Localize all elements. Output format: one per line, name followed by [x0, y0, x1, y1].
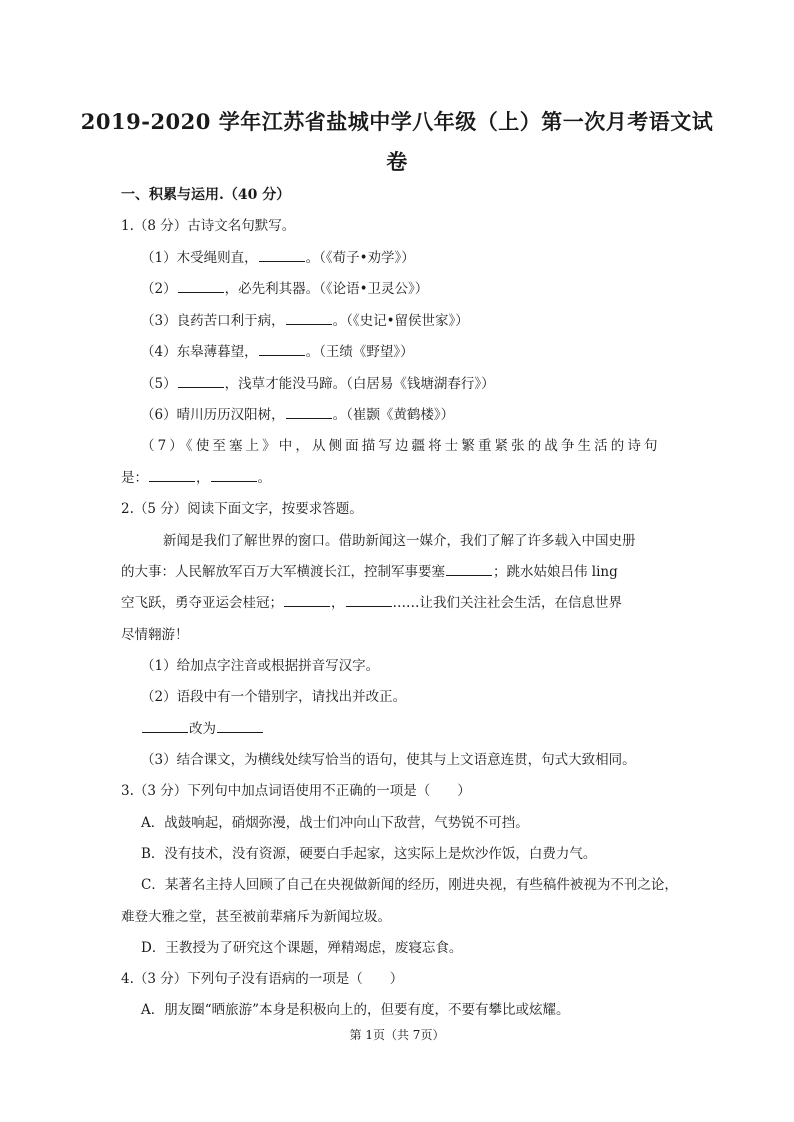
exam-title-line2: 卷 — [386, 149, 408, 174]
q1-item-3 — [141, 312, 469, 330]
answer-blank[interactable] — [142, 720, 188, 733]
q1-item-7-pre: 是： — [121, 470, 148, 486]
answer-blank[interactable] — [284, 594, 330, 607]
q1-item-4-post: 。（王绩《野望》） — [305, 344, 414, 360]
q1-stem: 1.（8 分）古诗文名句默写。 — [121, 218, 296, 234]
q2-passage-line2-pre: 的大事：人民解放军百万大军横渡长江，控制军事要塞 — [121, 564, 445, 580]
q2-passage-line1: 新闻是我们了解世界的窗口。借助新闻这一媒介，我们了解了许多载入中国史册 — [163, 533, 636, 549]
q1-item-7-line1: （7）《使至塞上》中，从侧面描写边疆将士繁重紧张的战争生活的诗句 — [141, 438, 661, 454]
q1-item-4 — [141, 343, 414, 361]
answer-blank[interactable] — [217, 720, 263, 733]
q3-option-a: A．战鼓响起，硝烟弥漫，战士们冲向山下敌营，气势锐不可挡。 — [141, 815, 529, 831]
answer-blank[interactable] — [286, 312, 332, 325]
q1-item-5 — [141, 375, 495, 393]
q1-item-6-post: 。（崔颢《黄鹤楼》） — [332, 407, 455, 423]
q1-item-7-line2 — [121, 469, 271, 487]
q1-item-2-post: ，必先利其器。（《论语•卫灵公》） — [224, 281, 429, 297]
q4-option-a: A．朋友圈“晒旅游”本身是积极向上的，但要有度，不要有攀比或炫耀。 — [141, 1002, 570, 1018]
q2-sub1: （1）给加点字注音或根据拼音写汉字。 — [141, 658, 380, 674]
answer-blank[interactable] — [346, 594, 392, 607]
q1-item-3-pre: （3）良药苦口利于病， — [141, 313, 285, 329]
q1-item-2-pre: （2） — [141, 281, 177, 297]
q2-passage-line3 — [121, 594, 622, 612]
q3-option-d: D．王教授为了研究这个课题，殚精竭虑，废寝忘食。 — [141, 940, 463, 956]
q2-sub3: （3）结合课文，为横线处续写恰当的语句，使其与上文语意连贯，句式大致相同。 — [141, 752, 636, 768]
q2-passage-line4: 尽情翱游！ — [121, 627, 189, 643]
q3-option-c-line2: 难登大雅之堂，甚至被前辈痛斥为新闻垃圾。 — [121, 909, 391, 925]
answer-blank[interactable] — [211, 469, 257, 482]
section-heading: 一、积累与运用.（40 分） — [121, 187, 291, 203]
answer-blank[interactable] — [259, 249, 305, 262]
q2-sub2: （2）语段中有一个错别字，请找出并改正。 — [141, 689, 407, 705]
q3-stem: 3.（3 分）下列句中加点词语使用不正确的一项是（ ） — [121, 783, 471, 799]
answer-blank[interactable] — [446, 563, 492, 576]
q1-item-7-post: 。 — [257, 470, 271, 486]
q1-item-1-post: 。（《荀子•劝学》） — [305, 250, 415, 266]
q1-item-5-post: ，浅草才能没马蹄。（白居易《钱塘湖春行》） — [224, 376, 495, 392]
q2-passage-line2-post: ；跳水姑娘吕伟 ling — [493, 564, 618, 580]
q1-item-4-pre: （4）东皋薄暮望， — [141, 344, 258, 360]
q2-passage-line2 — [121, 563, 618, 581]
q2-passage-line3-pre: 空飞跃，勇夺亚运会桂冠； — [121, 595, 283, 611]
q1-item-7-mid: ， — [196, 470, 210, 486]
answer-blank[interactable] — [259, 343, 305, 356]
page-footer: 第 1页（共 7页） — [349, 1028, 445, 1042]
q1-item-1-pre: （1）木受绳则直， — [141, 250, 258, 266]
q1-item-6-pre: （6）晴川历历汉阳树， — [141, 407, 285, 423]
answer-blank[interactable] — [149, 469, 195, 482]
q1-item-5-pre: （5） — [141, 376, 177, 392]
q2-stem: 2.（5 分）阅读下面文字，按要求答题。 — [121, 501, 363, 517]
exam-title-line1: 2019-2020 学年江苏省盐城中学八年级（上）第一次月考语文试 — [80, 109, 714, 134]
q2-passage-line3-mid: ， — [331, 595, 345, 611]
q2-passage-line3-post: ……让我们关注社会生活，在信息世界 — [392, 595, 622, 611]
q1-item-6 — [141, 406, 454, 424]
q1-item-3-post: 。（《史记•留侯世家》） — [332, 313, 469, 329]
q3-option-c-line1: C．某著名主持人回顾了自己在央视做新闻的经历，刚进央视，有些稿件被视为不刊之论， — [141, 877, 678, 893]
q2-sub2-mid: 改为 — [189, 721, 216, 737]
q4-stem: 4.（3 分）下列句子没有语病的一项是（ ） — [121, 971, 404, 987]
q1-item-2 — [141, 280, 428, 298]
answer-blank[interactable] — [178, 280, 224, 293]
q1-item-1 — [141, 249, 415, 267]
q3-option-b: B．没有技术，没有资源，硬要白手起家，这实际上是炊沙作饭，白费力气。 — [141, 846, 597, 862]
q2-sub2-answer — [141, 720, 264, 738]
answer-blank[interactable] — [178, 375, 224, 388]
answer-blank[interactable] — [286, 406, 332, 419]
